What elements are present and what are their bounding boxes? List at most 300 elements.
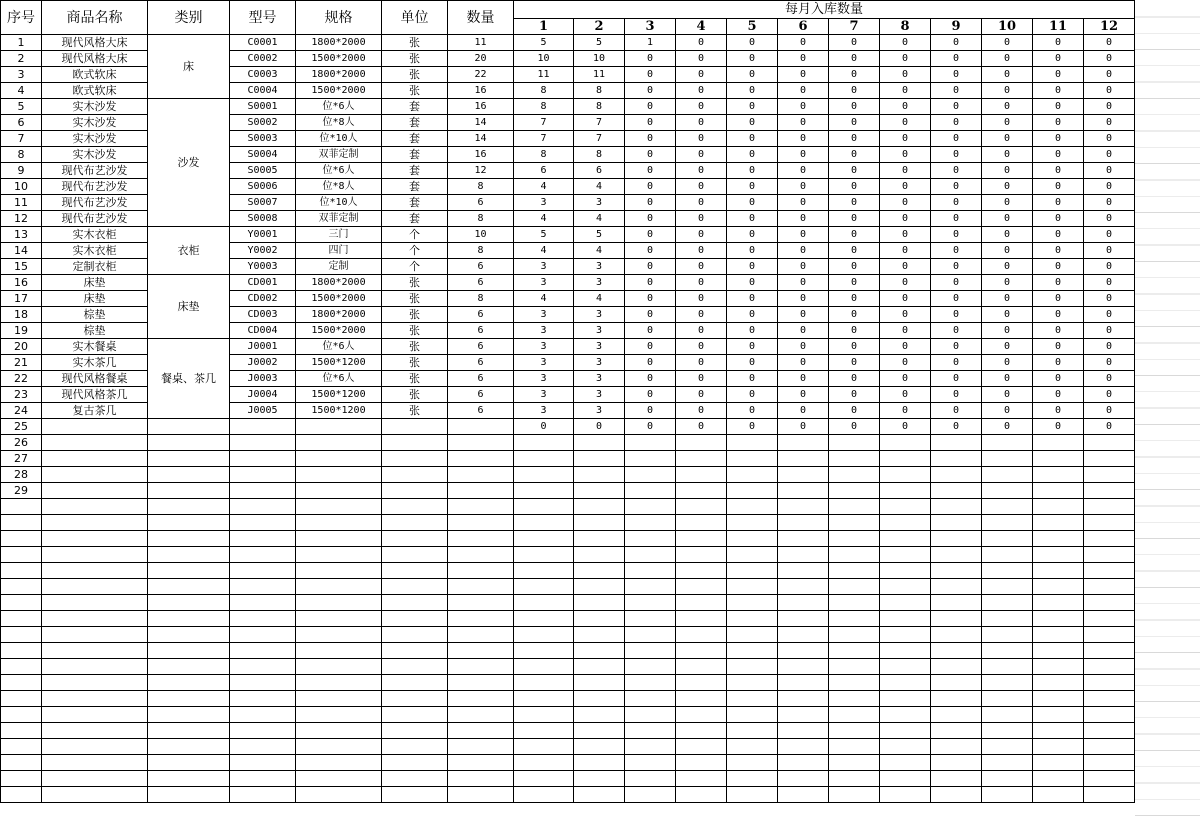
month-value-cell[interactable]: 0 bbox=[625, 323, 676, 339]
month-value-cell[interactable] bbox=[727, 579, 778, 595]
quantity-cell[interactable] bbox=[448, 451, 514, 467]
month-value-cell[interactable]: 3 bbox=[574, 339, 625, 355]
month-value-cell[interactable]: 5 bbox=[514, 227, 574, 243]
month-value-cell[interactable]: 0 bbox=[676, 211, 727, 227]
month-value-cell[interactable] bbox=[778, 435, 829, 451]
quantity-cell[interactable]: 22 bbox=[448, 67, 514, 83]
month-value-cell[interactable] bbox=[1084, 611, 1135, 627]
header-category[interactable]: 类别 bbox=[148, 1, 230, 35]
month-value-cell[interactable] bbox=[982, 691, 1033, 707]
month-value-cell[interactable] bbox=[829, 451, 880, 467]
spec-cell[interactable] bbox=[296, 787, 382, 803]
month-value-cell[interactable] bbox=[625, 435, 676, 451]
month-value-cell[interactable]: 0 bbox=[1033, 147, 1084, 163]
month-value-cell[interactable]: 0 bbox=[778, 403, 829, 419]
month-value-cell[interactable] bbox=[778, 547, 829, 563]
month-value-cell[interactable] bbox=[625, 611, 676, 627]
spec-cell[interactable] bbox=[296, 483, 382, 499]
month-value-cell[interactable]: 3 bbox=[574, 371, 625, 387]
month-value-cell[interactable]: 0 bbox=[982, 179, 1033, 195]
quantity-cell[interactable]: 6 bbox=[448, 195, 514, 211]
month-value-cell[interactable]: 0 bbox=[829, 307, 880, 323]
month-value-cell[interactable] bbox=[931, 707, 982, 723]
month-value-cell[interactable] bbox=[1033, 675, 1084, 691]
category-cell[interactable] bbox=[148, 723, 230, 739]
model-cell[interactable]: S0002 bbox=[230, 115, 296, 131]
unit-cell[interactable] bbox=[382, 723, 448, 739]
row-index-cell[interactable]: 11 bbox=[1, 195, 42, 211]
row-index-cell[interactable] bbox=[1, 659, 42, 675]
month-value-cell[interactable]: 0 bbox=[625, 147, 676, 163]
quantity-cell[interactable] bbox=[448, 467, 514, 483]
month-value-cell[interactable]: 0 bbox=[1033, 211, 1084, 227]
month-value-cell[interactable] bbox=[514, 483, 574, 499]
product-name-cell[interactable] bbox=[42, 579, 148, 595]
month-value-cell[interactable] bbox=[931, 611, 982, 627]
product-name-cell[interactable]: 现代风格大床 bbox=[42, 51, 148, 67]
month-value-cell[interactable]: 0 bbox=[1084, 67, 1135, 83]
month-value-cell[interactable]: 0 bbox=[727, 259, 778, 275]
row-index-cell[interactable]: 17 bbox=[1, 291, 42, 307]
category-cell[interactable] bbox=[148, 483, 230, 499]
month-value-cell[interactable]: 0 bbox=[931, 195, 982, 211]
month-value-cell[interactable]: 0 bbox=[1084, 307, 1135, 323]
month-value-cell[interactable] bbox=[931, 787, 982, 803]
month-header-1[interactable]: 1 bbox=[514, 19, 574, 35]
product-name-cell[interactable] bbox=[42, 771, 148, 787]
spec-cell[interactable] bbox=[296, 547, 382, 563]
month-value-cell[interactable] bbox=[514, 755, 574, 771]
unit-cell[interactable] bbox=[382, 691, 448, 707]
month-value-cell[interactable]: 0 bbox=[1084, 259, 1135, 275]
month-value-cell[interactable]: 0 bbox=[1084, 179, 1135, 195]
category-cell[interactable] bbox=[148, 787, 230, 803]
quantity-cell[interactable]: 6 bbox=[448, 371, 514, 387]
product-name-cell[interactable]: 现代风格餐桌 bbox=[42, 371, 148, 387]
row-index-cell[interactable]: 18 bbox=[1, 307, 42, 323]
month-value-cell[interactable] bbox=[880, 659, 931, 675]
month-value-cell[interactable]: 0 bbox=[829, 131, 880, 147]
spec-cell[interactable] bbox=[296, 771, 382, 787]
row-index-cell[interactable] bbox=[1, 579, 42, 595]
month-value-cell[interactable]: 0 bbox=[778, 195, 829, 211]
month-value-cell[interactable] bbox=[514, 451, 574, 467]
unit-cell[interactable]: 张 bbox=[382, 323, 448, 339]
month-value-cell[interactable]: 0 bbox=[1033, 259, 1084, 275]
month-value-cell[interactable]: 0 bbox=[727, 387, 778, 403]
month-value-cell[interactable]: 3 bbox=[514, 371, 574, 387]
month-value-cell[interactable] bbox=[880, 627, 931, 643]
month-value-cell[interactable] bbox=[931, 563, 982, 579]
model-cell[interactable]: S0007 bbox=[230, 195, 296, 211]
unit-cell[interactable]: 张 bbox=[382, 67, 448, 83]
month-value-cell[interactable]: 0 bbox=[1084, 339, 1135, 355]
month-value-cell[interactable]: 0 bbox=[778, 419, 829, 435]
month-value-cell[interactable] bbox=[625, 595, 676, 611]
product-name-cell[interactable]: 现代布艺沙发 bbox=[42, 163, 148, 179]
month-value-cell[interactable] bbox=[1033, 643, 1084, 659]
month-value-cell[interactable]: 0 bbox=[931, 259, 982, 275]
month-value-cell[interactable]: 0 bbox=[676, 387, 727, 403]
category-cell[interactable] bbox=[148, 595, 230, 611]
row-index-cell[interactable]: 25 bbox=[1, 419, 42, 435]
unit-cell[interactable] bbox=[382, 643, 448, 659]
month-value-cell[interactable]: 0 bbox=[727, 227, 778, 243]
category-cell[interactable] bbox=[148, 547, 230, 563]
month-value-cell[interactable]: 0 bbox=[982, 51, 1033, 67]
month-value-cell[interactable]: 4 bbox=[574, 243, 625, 259]
month-value-cell[interactable]: 0 bbox=[625, 243, 676, 259]
model-cell[interactable] bbox=[230, 691, 296, 707]
month-value-cell[interactable] bbox=[880, 691, 931, 707]
model-cell[interactable] bbox=[230, 723, 296, 739]
unit-cell[interactable] bbox=[382, 435, 448, 451]
month-value-cell[interactable]: 0 bbox=[982, 67, 1033, 83]
month-value-cell[interactable]: 0 bbox=[880, 419, 931, 435]
month-value-cell[interactable]: 0 bbox=[727, 99, 778, 115]
model-cell[interactable]: S0001 bbox=[230, 99, 296, 115]
month-value-cell[interactable]: 0 bbox=[829, 291, 880, 307]
month-value-cell[interactable]: 0 bbox=[778, 179, 829, 195]
month-value-cell[interactable] bbox=[1084, 595, 1135, 611]
month-value-cell[interactable] bbox=[778, 723, 829, 739]
month-value-cell[interactable]: 3 bbox=[574, 387, 625, 403]
month-value-cell[interactable] bbox=[778, 675, 829, 691]
month-header-11[interactable]: 11 bbox=[1033, 19, 1084, 35]
model-cell[interactable]: C0003 bbox=[230, 67, 296, 83]
month-value-cell[interactable]: 0 bbox=[676, 259, 727, 275]
month-header-3[interactable]: 3 bbox=[625, 19, 676, 35]
month-value-cell[interactable] bbox=[829, 739, 880, 755]
unit-cell[interactable]: 套 bbox=[382, 195, 448, 211]
month-value-cell[interactable]: 0 bbox=[931, 131, 982, 147]
month-value-cell[interactable]: 0 bbox=[778, 131, 829, 147]
month-value-cell[interactable]: 0 bbox=[625, 371, 676, 387]
month-value-cell[interactable] bbox=[931, 755, 982, 771]
month-value-cell[interactable]: 0 bbox=[982, 115, 1033, 131]
month-value-cell[interactable]: 0 bbox=[727, 243, 778, 259]
model-cell[interactable] bbox=[230, 435, 296, 451]
month-value-cell[interactable]: 0 bbox=[931, 419, 982, 435]
unit-cell[interactable] bbox=[382, 739, 448, 755]
month-value-cell[interactable]: 0 bbox=[676, 371, 727, 387]
month-value-cell[interactable] bbox=[727, 515, 778, 531]
month-header-7[interactable]: 7 bbox=[829, 19, 880, 35]
month-value-cell[interactable] bbox=[625, 659, 676, 675]
month-value-cell[interactable] bbox=[727, 611, 778, 627]
month-value-cell[interactable] bbox=[829, 563, 880, 579]
header-monthly-title[interactable]: 每月入库数量 bbox=[514, 1, 1135, 19]
month-value-cell[interactable]: 0 bbox=[1033, 35, 1084, 51]
month-value-cell[interactable]: 0 bbox=[1033, 355, 1084, 371]
month-value-cell[interactable]: 0 bbox=[931, 35, 982, 51]
month-value-cell[interactable] bbox=[1084, 739, 1135, 755]
month-value-cell[interactable]: 0 bbox=[676, 131, 727, 147]
row-index-cell[interactable]: 19 bbox=[1, 323, 42, 339]
quantity-cell[interactable]: 6 bbox=[448, 387, 514, 403]
month-value-cell[interactable] bbox=[931, 627, 982, 643]
month-value-cell[interactable]: 0 bbox=[778, 51, 829, 67]
month-value-cell[interactable] bbox=[574, 563, 625, 579]
unit-cell[interactable]: 张 bbox=[382, 387, 448, 403]
spec-cell[interactable] bbox=[296, 467, 382, 483]
month-value-cell[interactable]: 0 bbox=[625, 67, 676, 83]
month-value-cell[interactable] bbox=[514, 467, 574, 483]
month-value-cell[interactable] bbox=[1084, 531, 1135, 547]
quantity-cell[interactable]: 14 bbox=[448, 115, 514, 131]
unit-cell[interactable]: 套 bbox=[382, 131, 448, 147]
month-value-cell[interactable]: 0 bbox=[982, 211, 1033, 227]
spec-cell[interactable]: 1800*2000 bbox=[296, 307, 382, 323]
month-value-cell[interactable] bbox=[625, 755, 676, 771]
row-index-cell[interactable]: 6 bbox=[1, 115, 42, 131]
month-value-cell[interactable]: 0 bbox=[1084, 275, 1135, 291]
month-value-cell[interactable] bbox=[514, 595, 574, 611]
month-value-cell[interactable] bbox=[676, 595, 727, 611]
month-value-cell[interactable] bbox=[625, 707, 676, 723]
month-value-cell[interactable] bbox=[931, 515, 982, 531]
quantity-cell[interactable] bbox=[448, 499, 514, 515]
header-name[interactable]: 商品名称 bbox=[42, 1, 148, 35]
month-value-cell[interactable] bbox=[829, 627, 880, 643]
month-value-cell[interactable]: 0 bbox=[1084, 147, 1135, 163]
category-cell[interactable] bbox=[148, 579, 230, 595]
month-value-cell[interactable] bbox=[982, 707, 1033, 723]
unit-cell[interactable] bbox=[382, 531, 448, 547]
product-name-cell[interactable]: 实木沙发 bbox=[42, 147, 148, 163]
spec-cell[interactable] bbox=[296, 531, 382, 547]
month-value-cell[interactable]: 0 bbox=[829, 259, 880, 275]
category-cell[interactable] bbox=[148, 675, 230, 691]
product-name-cell[interactable] bbox=[42, 563, 148, 579]
month-value-cell[interactable]: 0 bbox=[727, 35, 778, 51]
month-value-cell[interactable]: 0 bbox=[1033, 291, 1084, 307]
month-value-cell[interactable] bbox=[514, 611, 574, 627]
row-index-cell[interactable] bbox=[1, 547, 42, 563]
month-value-cell[interactable]: 8 bbox=[574, 99, 625, 115]
month-value-cell[interactable]: 0 bbox=[880, 355, 931, 371]
month-value-cell[interactable]: 0 bbox=[1084, 115, 1135, 131]
quantity-cell[interactable]: 6 bbox=[448, 339, 514, 355]
month-value-cell[interactable] bbox=[574, 547, 625, 563]
row-index-cell[interactable]: 16 bbox=[1, 275, 42, 291]
month-value-cell[interactable] bbox=[1033, 435, 1084, 451]
month-value-cell[interactable] bbox=[574, 627, 625, 643]
month-value-cell[interactable]: 0 bbox=[1033, 387, 1084, 403]
product-name-cell[interactable]: 棕垫 bbox=[42, 323, 148, 339]
month-value-cell[interactable] bbox=[514, 499, 574, 515]
month-value-cell[interactable] bbox=[514, 739, 574, 755]
model-cell[interactable] bbox=[230, 755, 296, 771]
unit-cell[interactable] bbox=[382, 627, 448, 643]
spec-cell[interactable] bbox=[296, 451, 382, 467]
month-value-cell[interactable]: 0 bbox=[778, 259, 829, 275]
unit-cell[interactable]: 张 bbox=[382, 35, 448, 51]
month-value-cell[interactable] bbox=[1033, 739, 1084, 755]
model-cell[interactable] bbox=[230, 483, 296, 499]
month-value-cell[interactable]: 0 bbox=[880, 275, 931, 291]
spec-cell[interactable] bbox=[296, 675, 382, 691]
month-value-cell[interactable] bbox=[982, 563, 1033, 579]
category-cell[interactable] bbox=[148, 499, 230, 515]
month-value-cell[interactable]: 0 bbox=[880, 83, 931, 99]
month-value-cell[interactable]: 0 bbox=[931, 291, 982, 307]
unit-cell[interactable]: 张 bbox=[382, 83, 448, 99]
month-value-cell[interactable]: 0 bbox=[1084, 323, 1135, 339]
month-value-cell[interactable]: 0 bbox=[1033, 243, 1084, 259]
unit-cell[interactable]: 张 bbox=[382, 355, 448, 371]
category-cell[interactable] bbox=[148, 531, 230, 547]
month-value-cell[interactable] bbox=[931, 531, 982, 547]
quantity-cell[interactable]: 10 bbox=[448, 227, 514, 243]
month-value-cell[interactable] bbox=[829, 579, 880, 595]
month-value-cell[interactable]: 0 bbox=[676, 307, 727, 323]
month-value-cell[interactable] bbox=[1084, 483, 1135, 499]
quantity-cell[interactable] bbox=[448, 563, 514, 579]
month-value-cell[interactable] bbox=[514, 579, 574, 595]
month-value-cell[interactable]: 0 bbox=[676, 227, 727, 243]
month-value-cell[interactable]: 3 bbox=[514, 403, 574, 419]
month-value-cell[interactable]: 0 bbox=[931, 83, 982, 99]
month-value-cell[interactable]: 0 bbox=[1033, 323, 1084, 339]
product-name-cell[interactable] bbox=[42, 531, 148, 547]
month-value-cell[interactable] bbox=[625, 547, 676, 563]
month-value-cell[interactable]: 0 bbox=[931, 147, 982, 163]
month-value-cell[interactable]: 0 bbox=[625, 227, 676, 243]
category-cell[interactable] bbox=[148, 755, 230, 771]
month-value-cell[interactable]: 8 bbox=[514, 99, 574, 115]
month-value-cell[interactable]: 0 bbox=[625, 403, 676, 419]
month-value-cell[interactable] bbox=[574, 659, 625, 675]
month-value-cell[interactable] bbox=[574, 531, 625, 547]
month-value-cell[interactable] bbox=[982, 451, 1033, 467]
month-value-cell[interactable] bbox=[727, 691, 778, 707]
model-cell[interactable] bbox=[230, 531, 296, 547]
product-name-cell[interactable] bbox=[42, 627, 148, 643]
month-header-6[interactable]: 6 bbox=[778, 19, 829, 35]
month-value-cell[interactable]: 0 bbox=[778, 35, 829, 51]
unit-cell[interactable] bbox=[382, 547, 448, 563]
month-value-cell[interactable]: 0 bbox=[931, 355, 982, 371]
month-value-cell[interactable]: 0 bbox=[1084, 371, 1135, 387]
month-value-cell[interactable] bbox=[514, 547, 574, 563]
model-cell[interactable]: J0004 bbox=[230, 387, 296, 403]
month-value-cell[interactable] bbox=[1084, 771, 1135, 787]
month-value-cell[interactable]: 0 bbox=[829, 227, 880, 243]
month-value-cell[interactable]: 0 bbox=[676, 339, 727, 355]
month-value-cell[interactable] bbox=[676, 723, 727, 739]
month-value-cell[interactable] bbox=[625, 627, 676, 643]
product-name-cell[interactable]: 欧式软床 bbox=[42, 83, 148, 99]
product-name-cell[interactable] bbox=[42, 787, 148, 803]
model-cell[interactable] bbox=[230, 739, 296, 755]
month-value-cell[interactable]: 0 bbox=[931, 179, 982, 195]
row-index-cell[interactable]: 15 bbox=[1, 259, 42, 275]
month-value-cell[interactable] bbox=[982, 579, 1033, 595]
month-value-cell[interactable] bbox=[829, 611, 880, 627]
spec-cell[interactable] bbox=[296, 611, 382, 627]
month-value-cell[interactable]: 0 bbox=[880, 243, 931, 259]
row-index-cell[interactable]: 13 bbox=[1, 227, 42, 243]
month-value-cell[interactable]: 0 bbox=[625, 275, 676, 291]
month-value-cell[interactable] bbox=[574, 707, 625, 723]
month-value-cell[interactable] bbox=[829, 675, 880, 691]
quantity-cell[interactable]: 6 bbox=[448, 355, 514, 371]
month-value-cell[interactable]: 0 bbox=[727, 195, 778, 211]
month-value-cell[interactable] bbox=[514, 643, 574, 659]
month-value-cell[interactable] bbox=[1084, 435, 1135, 451]
model-cell[interactable] bbox=[230, 547, 296, 563]
month-value-cell[interactable]: 0 bbox=[880, 371, 931, 387]
row-index-cell[interactable] bbox=[1, 563, 42, 579]
month-value-cell[interactable] bbox=[829, 787, 880, 803]
month-value-cell[interactable]: 3 bbox=[514, 387, 574, 403]
month-value-cell[interactable]: 6 bbox=[514, 163, 574, 179]
model-cell[interactable] bbox=[230, 499, 296, 515]
month-value-cell[interactable] bbox=[1033, 755, 1084, 771]
month-value-cell[interactable] bbox=[727, 563, 778, 579]
month-value-cell[interactable] bbox=[880, 531, 931, 547]
model-cell[interactable]: S0005 bbox=[230, 163, 296, 179]
month-value-cell[interactable] bbox=[727, 435, 778, 451]
month-value-cell[interactable] bbox=[727, 787, 778, 803]
unit-cell[interactable]: 张 bbox=[382, 307, 448, 323]
month-value-cell[interactable]: 0 bbox=[931, 403, 982, 419]
month-value-cell[interactable] bbox=[574, 755, 625, 771]
month-value-cell[interactable] bbox=[727, 531, 778, 547]
month-value-cell[interactable]: 0 bbox=[829, 115, 880, 131]
month-value-cell[interactable]: 8 bbox=[514, 83, 574, 99]
month-header-8[interactable]: 8 bbox=[880, 19, 931, 35]
model-cell[interactable] bbox=[230, 611, 296, 627]
month-value-cell[interactable] bbox=[982, 467, 1033, 483]
month-value-cell[interactable] bbox=[676, 643, 727, 659]
model-cell[interactable] bbox=[230, 515, 296, 531]
month-value-cell[interactable]: 0 bbox=[625, 179, 676, 195]
month-value-cell[interactable]: 0 bbox=[1084, 83, 1135, 99]
unit-cell[interactable] bbox=[382, 771, 448, 787]
month-value-cell[interactable]: 0 bbox=[1033, 371, 1084, 387]
product-name-cell[interactable] bbox=[42, 739, 148, 755]
spec-cell[interactable]: 位*6人 bbox=[296, 371, 382, 387]
month-value-cell[interactable] bbox=[514, 787, 574, 803]
header-quantity[interactable]: 数量 bbox=[448, 1, 514, 35]
unit-cell[interactable]: 张 bbox=[382, 291, 448, 307]
month-value-cell[interactable]: 3 bbox=[574, 275, 625, 291]
month-value-cell[interactable]: 0 bbox=[931, 67, 982, 83]
unit-cell[interactable] bbox=[382, 451, 448, 467]
month-value-cell[interactable]: 0 bbox=[625, 83, 676, 99]
month-value-cell[interactable]: 0 bbox=[778, 99, 829, 115]
header-spec[interactable]: 规格 bbox=[296, 1, 382, 35]
month-value-cell[interactable]: 5 bbox=[574, 227, 625, 243]
month-value-cell[interactable]: 0 bbox=[829, 51, 880, 67]
quantity-cell[interactable]: 8 bbox=[448, 211, 514, 227]
month-value-cell[interactable]: 0 bbox=[931, 307, 982, 323]
month-value-cell[interactable]: 0 bbox=[727, 307, 778, 323]
month-value-cell[interactable]: 0 bbox=[829, 211, 880, 227]
model-cell[interactable]: CD004 bbox=[230, 323, 296, 339]
month-value-cell[interactable]: 0 bbox=[880, 307, 931, 323]
month-value-cell[interactable] bbox=[727, 675, 778, 691]
month-value-cell[interactable]: 1 bbox=[625, 35, 676, 51]
spec-cell[interactable]: 四门 bbox=[296, 243, 382, 259]
month-value-cell[interactable]: 7 bbox=[514, 115, 574, 131]
quantity-cell[interactable]: 8 bbox=[448, 291, 514, 307]
month-value-cell[interactable]: 0 bbox=[727, 371, 778, 387]
month-value-cell[interactable] bbox=[778, 515, 829, 531]
month-value-cell[interactable]: 0 bbox=[727, 67, 778, 83]
